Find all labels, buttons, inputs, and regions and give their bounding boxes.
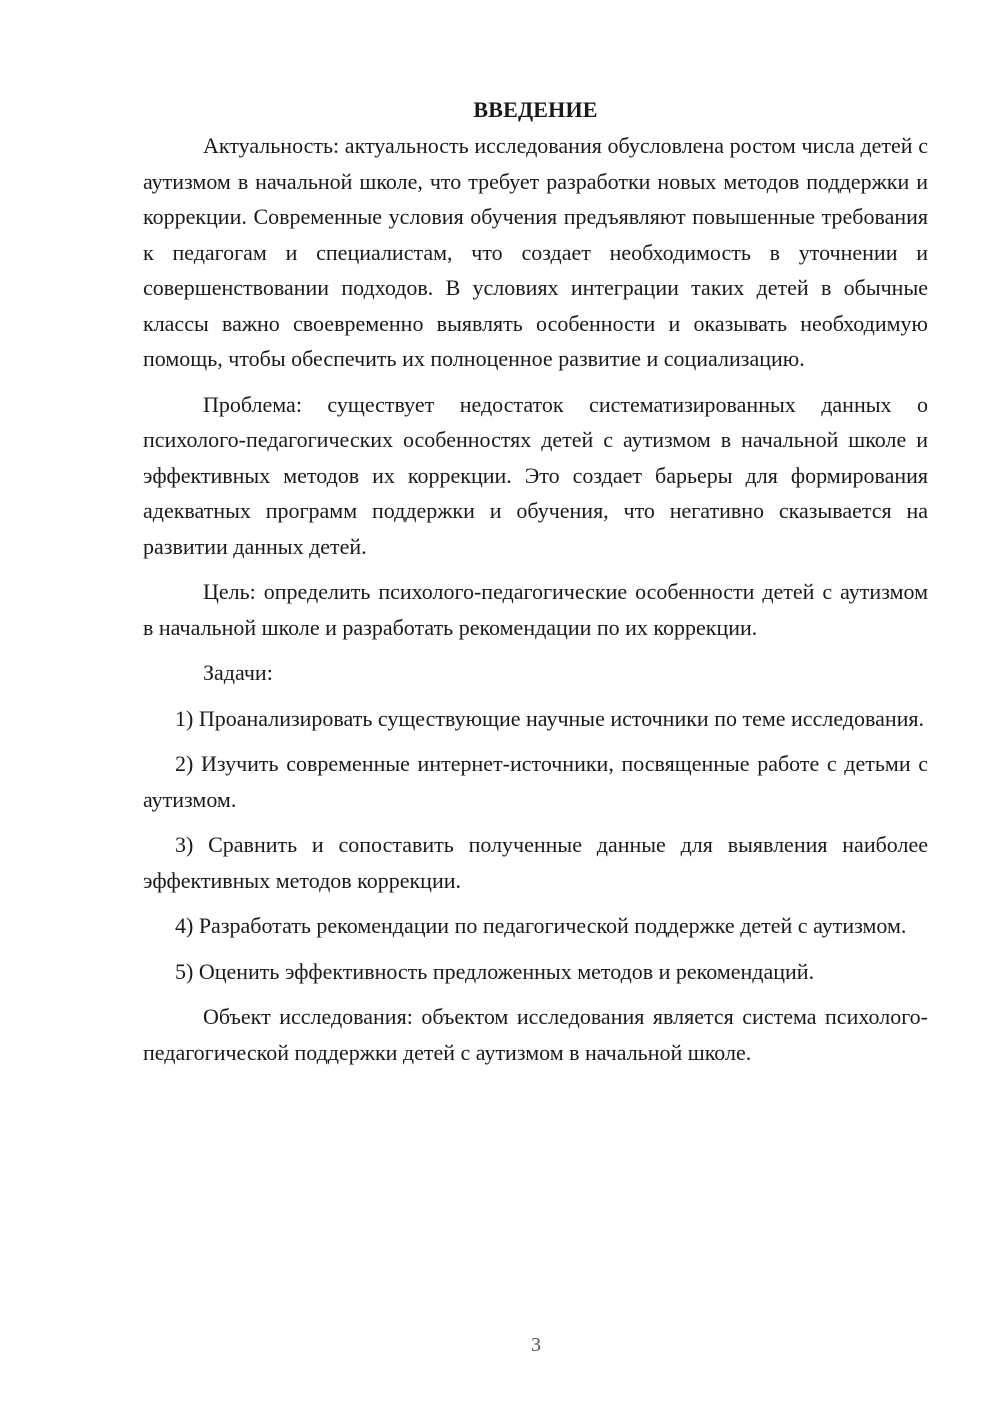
paragraph-problem: Проблема: существует недостаток систематизированных данных о психолого-педагогических особенностях детей с аутизмом в начальной школе и эффективных методов их коррекции. Это создает барьеры для формирования адекватных программ поддержки и обучения, что негативно сказывается на развитии данных детей. <box>143 391 928 559</box>
document-page <box>143 92 928 1070</box>
page-title: ВВЕДЕНИЕ <box>473 97 598 122</box>
paragraph-object: Объект исследования: объектом исследования является система психолого-педагогической поддержки детей с аутизмом в начальной школе. <box>143 1004 928 1065</box>
paragraph-relevance: Актуальность: актуальность исследования обусловлена ростом числа детей с аутизмом в начальной школе, что требует разработки новых методов поддержки и коррекции. Современные условия обучения предъявляют повышенные требования к педагогам и специалистам, что создает необходимость в уточнении и совершенствовании подходов. В условиях интеграции таких детей в обычные классы важно своевременно выявлять особенности и оказывать необходимую помощь, чтобы обеспечить их полноценное развитие и социализацию. <box>143 133 928 371</box>
task-item-4: 4) Разработать рекомендации по педагогической поддержке детей с аутизмом. <box>175 913 907 938</box>
page-number: 3 <box>531 1334 541 1356</box>
tasks-heading: Задачи: <box>203 660 273 685</box>
task-item-2: 2) Изучить современные интернет-источники, посвященные работе с детьми с аутизмом. <box>143 751 928 812</box>
tasks-list <box>143 701 928 990</box>
task-item-5: 5) Оценить эффективность предложенных методов и рекомендаций. <box>175 958 815 984</box>
task-item-1: 1) Проанализировать существующие научные источники по теме исследования. <box>175 705 925 731</box>
paragraph-goal: Цель: определить психолого-педагогические особенности детей с аутизмом в начальной школе и разработать рекомендации по их коррекции. <box>143 579 928 640</box>
task-item-3: 3) Сравнить и сопоставить полученные данные для выявления наиболее эффективных методов коррекции. <box>143 832 928 893</box>
